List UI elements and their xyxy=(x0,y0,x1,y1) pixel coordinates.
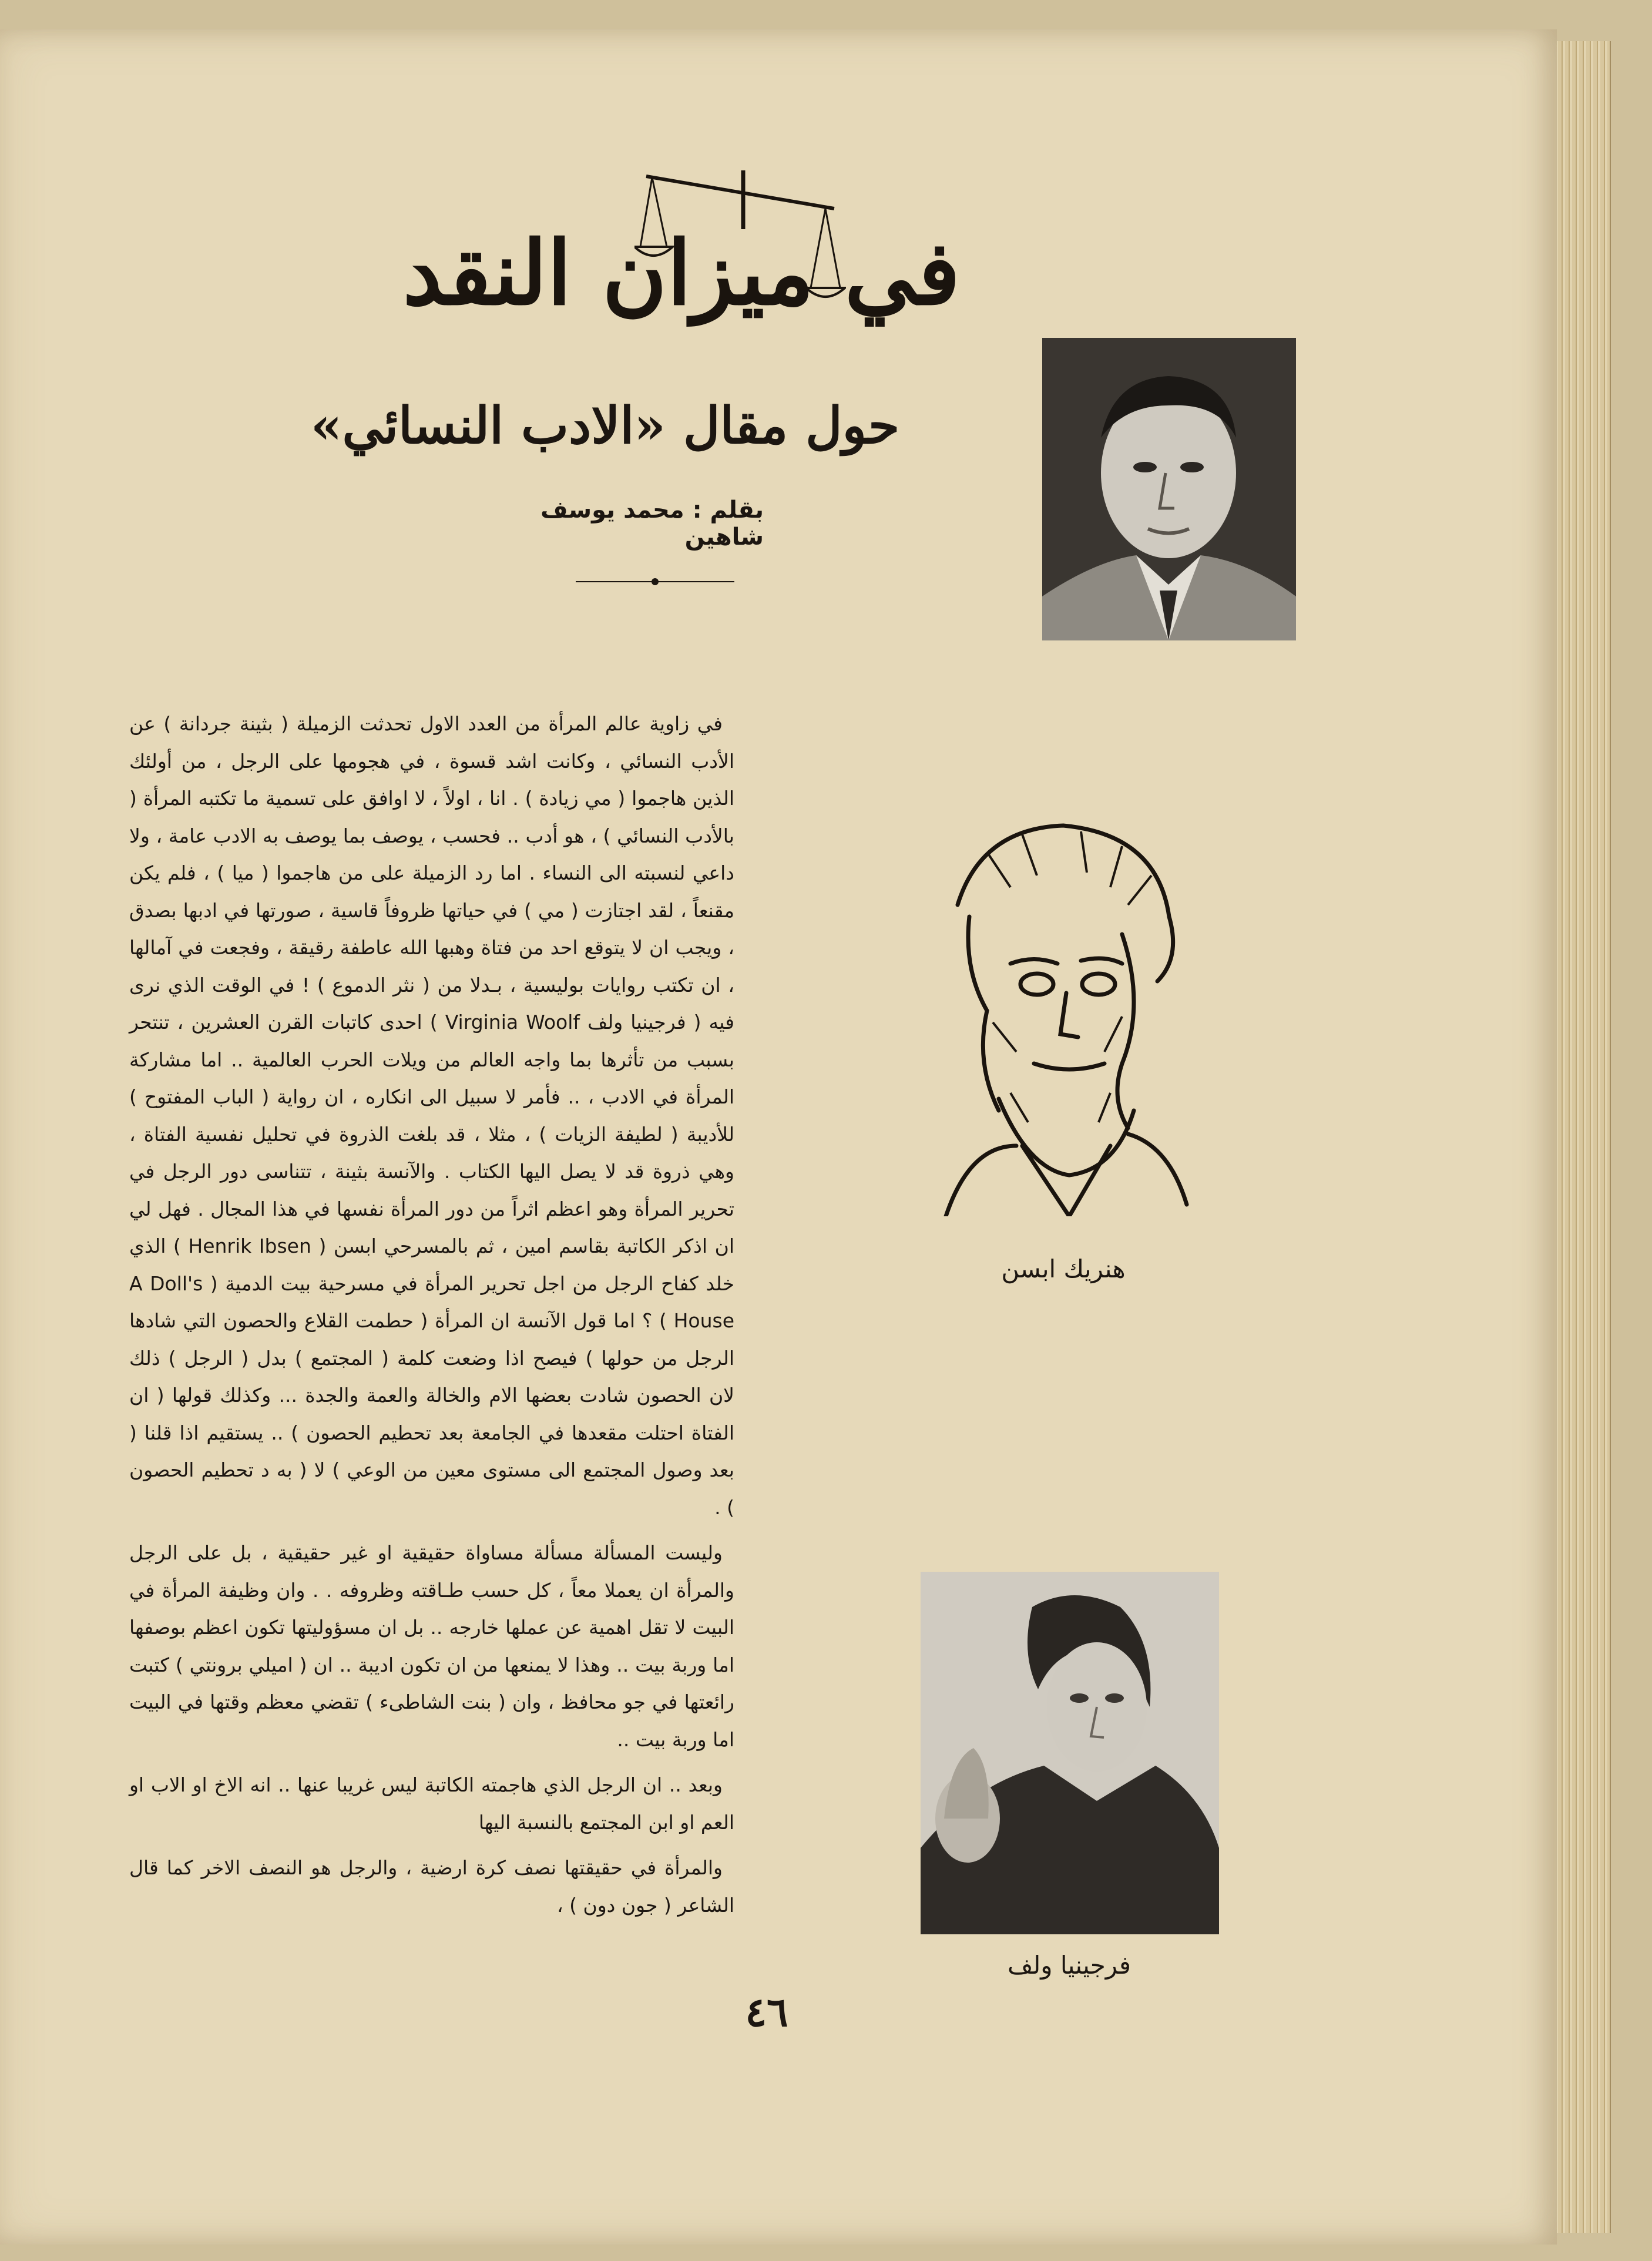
article-byline: بقلم : محمد يوسف شاهين xyxy=(540,497,764,551)
article-paragraph: في زاوية عالم المرأة من العدد الاول تحدثت الزميلة ( بثينة جردانة ) عن الأدب النسائي ، وكانت اشد قسوة ، في هجومها على الرجل ، من أولئك الذين هاجموا ( مي زيادة ) . انا ، اولاً ، لا اوافق على تسمية ما تكتبه المرأة ( بالأدب النسائي ) ، هو أدب .. فحسب ، يوصف بما يوصف به الادب عامة ، ولا داعي لنسبته الى النساء . اما رد الزميلة على من هاجموا ( ميا ) ، فلم يكن مقنعاً ، لقد اجتازت ( مي ) في حياتها ظروفاً قاسية ، صورتها في ادبها بصدق ، ويجب ان لا يتوقع احد من فتاة وهبها الله عاطفة رقيقة ، وفجعت في آمالها ، ان تكتب روايات بوليسية ، بـدلا من ( نثر الدموع ) ! في الوقت الذي نرى فيه ( فرجينيا ولف Virginia Woolf ) احدى كاتبات القرن العشرين ، تنتحر بسبب من تأثرها بما واجه العالم من ويلات الحرب العالمية .. اما مشاركة المرأة في الادب ، .. فأمر لا سبيل الى انكاره ، ان رواية ( الباب المفتوح ) للأديبة ( لطيفة الزيات ) ، مثلا ، قد بلغت الذروة في تحليل نفسية الفتاة ، وهي ذروة قد لا يصل اليها الكتاب . والآنسة بثينة ، تتناسى دور الرجل في تحرير المرأة وهو اعظم اثراً من دور المرأة نفسها في هذا المجال . فهل لي ان اذكر الكاتبة بقاسم امين ، ثم بالمسرحي ابسن ( Henrik Ibsen ) الذي خلد كفاح الرجل من اجل تحرير المرأة في مسرحية بيت الدمية ( A Doll's House ) ؟ اما قول الآنسة ان المرأة ( حطمت القلاع والحصون التي شادها الرجل من حولها ) فيصح اذا وضعت كلمة ( المجتمع ) بدل ( الرجل ) ذلك لان الحصون شادت بعضها الام والخالة والعمة والجدة ... وكذلك قولها ( ان الفتاة احتلت مقعدها في الجامعة بعد تحطيم الحصون ) .. يستقيم اذا قلنا ( بعد وصول المجتمع الى مستوى معين من الوعي ) لا ( به د تحطيم الحصون ) . xyxy=(129,712,734,1519)
article-paragraph: وبعد .. ان الرجل الذي هاجمته الكاتبة ليس غريبا عنها .. انه الاخ او الاب او العم او ابن المجتمع بالنسبة اليها xyxy=(129,1773,734,1834)
woolf-photo xyxy=(921,1572,1219,1934)
page-edges xyxy=(1551,41,1611,2233)
section-header-title: في ميزان النقد xyxy=(402,222,961,325)
ibsen-caption: هنريك ابسن xyxy=(1001,1254,1126,1283)
woolf-caption: فرجينيا ولف xyxy=(1008,1951,1131,1980)
page-number: ٤٦ xyxy=(745,1989,788,2036)
article-body xyxy=(129,705,734,1998)
article-paragraph: والمرأة في حقيقتها نصف كرة ارضية ، والرجل هو النصف الاخر كما قال الشاعر ( جون دون ) ، xyxy=(129,1856,734,1917)
divider-ornament xyxy=(576,573,734,591)
article-title: حول مقال «الادب النسائي» xyxy=(310,396,900,455)
ibsen-sketch xyxy=(934,817,1193,1216)
article-paragraph: وليست المسألة مسألة مساواة حقيقية او غير حقيقية ، بل على الرجل والمرأة ان يعملا معاً ، كل حسب طـاقته وظروفه . . وان وظيفة المرأة في البيت لا تقل اهمية عن عملها خارجه .. بل ان مسؤوليتها تكون اعظم بوصفها اما وربة بيت .. وهذا لا يمنعها من ان تكون اديبة .. ان ( اميلي برونتي ) كتبت رائعتها في جو محافظ ، وان ( بنت الشاطىء ) تقضي معظم وقتها في البيت اما وربة بيت .. xyxy=(129,1541,734,1751)
author-photo xyxy=(1042,338,1296,640)
